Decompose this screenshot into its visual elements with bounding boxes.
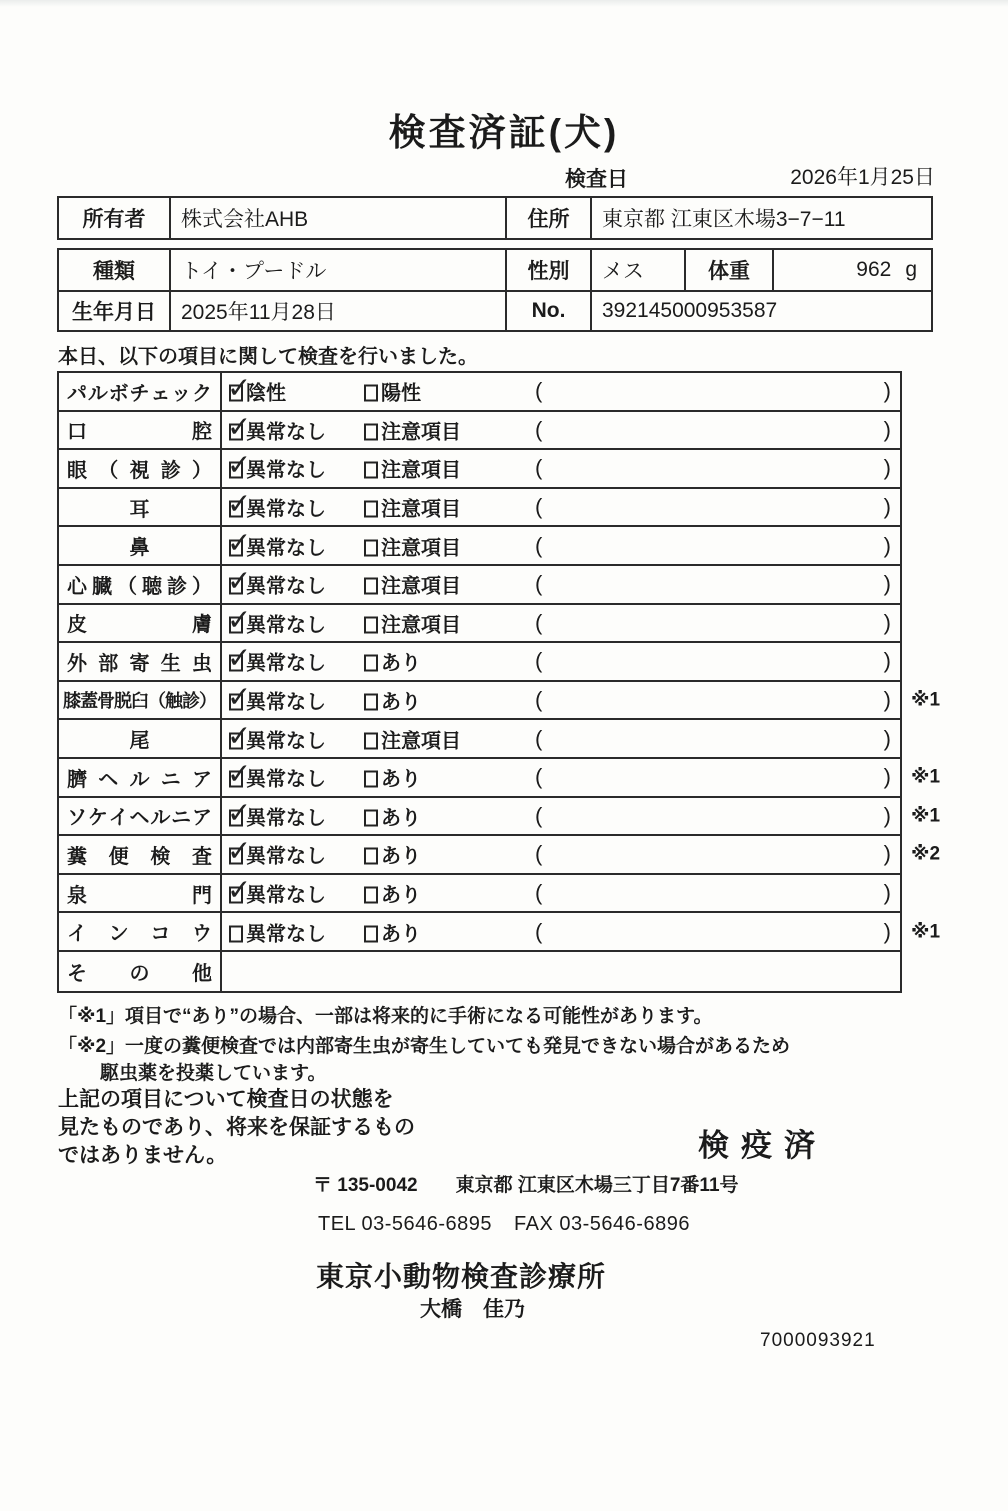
checklist-row-options [222,875,900,912]
owner-row [59,198,931,238]
checkbox-icon [229,925,243,942]
disclaimer-text [58,1086,415,1170]
option-2-label: 注意項目 [381,421,461,444]
option-1 [229,531,326,560]
remarks-paren-close: ) [883,609,891,635]
option-2-label: 注意項目 [381,730,461,753]
row-footnote-mark: ※2 [911,843,941,865]
checkbox-icon [229,655,243,672]
scan-edge-artifact [0,0,1008,7]
pet-row-1 [59,250,931,290]
remarks-paren-open: ( [535,455,543,481]
checklist-row [59,605,900,644]
option-2-label: あり [381,923,421,946]
option-2-label: あり [381,691,421,714]
checklist-item-label: 心 臓 （ 聴 診 ） [59,566,222,603]
option-1-label: 異常なし [246,807,326,830]
checkbox-icon [364,616,378,633]
checklist-row [59,913,941,952]
checklist-row [59,759,941,798]
inspection-date-value: 2026年1月25日 [790,166,935,189]
checklist-item-label: イ ン コ ウ [59,913,222,950]
remarks-paren-open: ( [535,571,543,597]
clinic-contact-line [318,1213,690,1236]
document-serial-number: 7000093921 [760,1330,876,1351]
remarks-paren-open: ( [535,609,543,635]
option-1 [229,724,326,753]
checkbox-icon [229,578,243,595]
option-1 [229,377,286,406]
checkbox-icon [229,539,243,556]
checklist-row [59,952,900,991]
option-1 [229,493,326,522]
disclaimer-line-3: ではありません。 [58,1144,228,1167]
footnote-2: 「※2」一度の糞便検査では内部寄生虫が寄生していても発見できない場合があるため [58,1036,791,1057]
row-footnote-mark: ※1 [911,805,941,827]
checklist-item-label: 鼻 [59,527,222,564]
remarks-paren-open: ( [535,494,543,520]
checklist-row-options [222,720,900,757]
checklist-row [59,682,941,721]
checklist-row-options [222,450,900,487]
checklist-row-options [222,952,900,991]
clinic-fax: FAX 03-5646-6896 [514,1213,690,1235]
checklist-row-options [222,373,900,410]
birth-value: 2025年11月28日 [169,292,505,330]
option-1-label: 異常なし [246,459,326,482]
remarks-paren-open: ( [535,918,543,944]
option-2 [364,531,461,560]
checklist-row [59,875,900,914]
remarks-paren-close: ) [883,687,891,713]
checkbox-icon [229,462,243,479]
remarks-paren-close: ) [883,725,891,751]
checklist-body [59,373,941,991]
checklist-row-options [222,759,900,796]
option-2 [364,493,461,522]
checklist-item-label: 耳 [59,489,222,526]
option-1 [229,454,326,483]
checklist-item-label: 泉 門 [59,875,222,912]
checklist-row-options [222,566,900,603]
checkbox-icon [364,385,378,402]
checkbox-icon [229,501,243,518]
option-2-label: 注意項目 [381,537,461,560]
clinic-postal-code: 〒 135-0042 [313,1175,418,1196]
checkbox-icon [364,848,378,865]
option-2-label: 注意項目 [381,614,461,637]
sex-label: 性別 [505,250,590,290]
checklist-item-label: 皮 膚 [59,605,222,642]
remarks-paren-close: ) [883,571,891,597]
checkbox-icon [364,539,378,556]
checklist-row-options [222,412,900,449]
option-2 [364,570,461,599]
checklist-table [57,371,941,993]
checklist-row-options [222,605,900,642]
checklist-row [59,566,900,605]
checklist-row [59,836,941,875]
option-1-label: 異常なし [246,575,326,598]
birth-label: 生年月日 [72,301,156,324]
checkbox-icon [364,771,378,788]
option-2 [364,840,421,869]
checklist-row-options [222,489,900,526]
pet-row-2 [59,290,931,330]
remarks-paren-close: ) [883,532,891,558]
disclaimer-line-2: 見たものであり、将来を保証するもの [58,1116,415,1139]
footnote-1: 「※1」項目で“あり”の場合、一部は将来的に手術になる可能性があります。 [58,1006,713,1027]
remarks-paren-open: ( [535,880,543,906]
remarks-paren-open: ( [535,648,543,674]
remarks-paren-close: ) [883,494,891,520]
checkbox-icon [229,771,243,788]
option-1-label: 異常なし [246,652,326,675]
remarks-paren-open: ( [535,687,543,713]
row-footnote-mark: ※1 [911,689,941,711]
checklist-row [59,643,900,682]
checklist-item-label: パ ル ボ チ ェ ッ ク [59,373,222,410]
option-2-label: 注意項目 [381,575,461,598]
breed-value: トイ・プードル [169,250,505,290]
checklist-item-label: 眼 （ 視 診 ） [59,450,222,487]
option-2 [364,377,421,406]
remarks-paren-close: ) [883,416,891,442]
option-1-label: 異常なし [246,498,326,521]
weight-value: 962 [856,258,892,281]
weight-label: 体重 [684,250,772,290]
remarks-paren-close: ) [883,802,891,828]
option-2-label: 陽性 [381,382,421,405]
option-1-label: 異常なし [246,614,326,637]
remarks-paren-open: ( [535,532,543,558]
clinic-address: 東京都 江東区木場三丁目7番11号 [455,1175,739,1196]
owner-value: 株式会社AHB [169,198,505,238]
checklist-row [59,720,900,759]
option-2-label: 注意項目 [381,459,461,482]
remarks-paren-open: ( [535,841,543,867]
option-1-label: 異常なし [246,537,326,560]
checkbox-icon [229,694,243,711]
remarks-paren-close: ) [883,764,891,790]
checklist-row-options [222,682,900,719]
option-2 [364,608,461,637]
checkbox-icon [364,655,378,672]
option-1 [229,840,326,869]
checkbox-icon [364,887,378,904]
weight-value-cell [772,250,931,290]
remarks-paren-close: ) [883,378,891,404]
option-2 [364,917,421,946]
clinic-name: 東京小動物検査診療所 [316,1261,607,1292]
row-footnote-mark: ※1 [911,921,941,943]
checklist-row [59,798,941,837]
option-1-label: 異常なし [246,884,326,907]
checklist-row-options [222,798,900,835]
remarks-paren-close: ) [883,455,891,481]
checkbox-icon [364,925,378,942]
option-2-label: あり [381,884,421,907]
option-1 [229,879,326,908]
option-2 [364,647,421,676]
option-1 [229,415,326,444]
option-2 [364,686,421,715]
address-value: 東京都 江東区木場3−7−11 [590,198,931,238]
option-2-label: あり [381,652,421,675]
checkbox-icon [364,809,378,826]
checklist-row-options [222,836,900,873]
no-label: No. [505,292,590,330]
option-1 [229,801,326,830]
breed-label: 種類 [93,260,135,283]
remarks-paren-open: ( [535,416,543,442]
sex-value: メス [590,250,684,290]
checklist-item-label: 口 腔 [59,412,222,449]
checklist-row [59,489,900,528]
option-2-label: あり [381,807,421,830]
checklist-row-options [222,527,900,564]
row-footnote-mark: ※1 [911,766,941,788]
checkbox-icon [229,616,243,633]
checkbox-icon [364,732,378,749]
option-1-label: 異常なし [246,923,326,946]
option-1 [229,917,326,946]
remarks-paren-close: ) [883,841,891,867]
option-2 [364,724,461,753]
weight-unit: g [905,258,917,281]
owner-label: 所有者 [82,208,146,231]
checklist-item-label: 臍 ヘ ル ニ ア [59,759,222,796]
remarks-paren-open: ( [535,764,543,790]
checkbox-icon [364,501,378,518]
no-value: 392145000953587 [590,292,931,330]
checkbox-icon [364,462,378,479]
option-2-label: あり [381,845,421,868]
remarks-paren-close: ) [883,918,891,944]
checkbox-icon [229,732,243,749]
option-2-label: 注意項目 [381,498,461,521]
option-1 [229,763,326,792]
disclaimer-line-1: 上記の項目について検査日の状態を [58,1088,394,1111]
checklist-row [59,527,900,566]
checklist-row [59,373,900,412]
footnote-2-continued: 駆虫薬を投薬しています。 [100,1063,327,1084]
remarks-paren-open: ( [535,802,543,828]
checkbox-icon [229,848,243,865]
checklist-item-label: 糞 便 検 査 [59,836,222,873]
remarks-paren-close: ) [883,880,891,906]
checkbox-icon [229,809,243,826]
option-1 [229,686,326,715]
checklist-item-label: 尾 [59,720,222,757]
checklist-item-label: ソ ケ イ ヘ ル ニ ア [59,798,222,835]
remarks-paren-open: ( [535,378,543,404]
checklist-item-label: そ の 他 [59,952,222,991]
clinic-postal-line [313,1170,739,1197]
option-1-label: 異常なし [246,421,326,444]
option-1-label: 異常なし [246,845,326,868]
option-2 [364,415,461,444]
checklist-row-options [222,643,900,680]
exam-statement: 本日、以下の項目に関して検査を行いました。 [58,346,478,368]
option-2 [364,879,421,908]
checkbox-icon [229,385,243,402]
option-2-label: あり [381,768,421,791]
option-1-label: 陰性 [246,382,286,405]
inspection-date-label: 検査日 [565,168,628,191]
checkbox-icon [229,887,243,904]
option-1-label: 異常なし [246,730,326,753]
owner-table [57,196,933,240]
clinic-tel: TEL 03-5646-6895 [318,1213,493,1235]
checklist-item-label: 外 部 寄 生 虫 [59,643,222,680]
option-2 [364,763,421,792]
address-label: 住所 [505,198,590,238]
option-1-label: 異常なし [246,691,326,714]
checklist-item-label: 膝蓋骨脱臼（触診） [59,682,222,719]
option-1 [229,608,326,637]
veterinarian-name: 大橋 佳乃 [420,1298,525,1321]
remarks-paren-close: ) [883,648,891,674]
checkbox-icon [364,578,378,595]
checklist-row [59,412,900,451]
pet-table [57,248,933,332]
option-1-label: 異常なし [246,768,326,791]
checkbox-icon [364,694,378,711]
option-1 [229,570,326,599]
quarantine-stamp: 検疫済 [698,1128,827,1163]
option-2 [364,801,421,830]
page-title: 検査済証(犬) [388,112,620,153]
option-2 [364,454,461,483]
checkbox-icon [229,423,243,440]
checklist-row [59,450,900,489]
checkbox-icon [364,423,378,440]
remarks-paren-open: ( [535,725,543,751]
option-1 [229,647,326,676]
checklist-row-options [222,913,900,950]
